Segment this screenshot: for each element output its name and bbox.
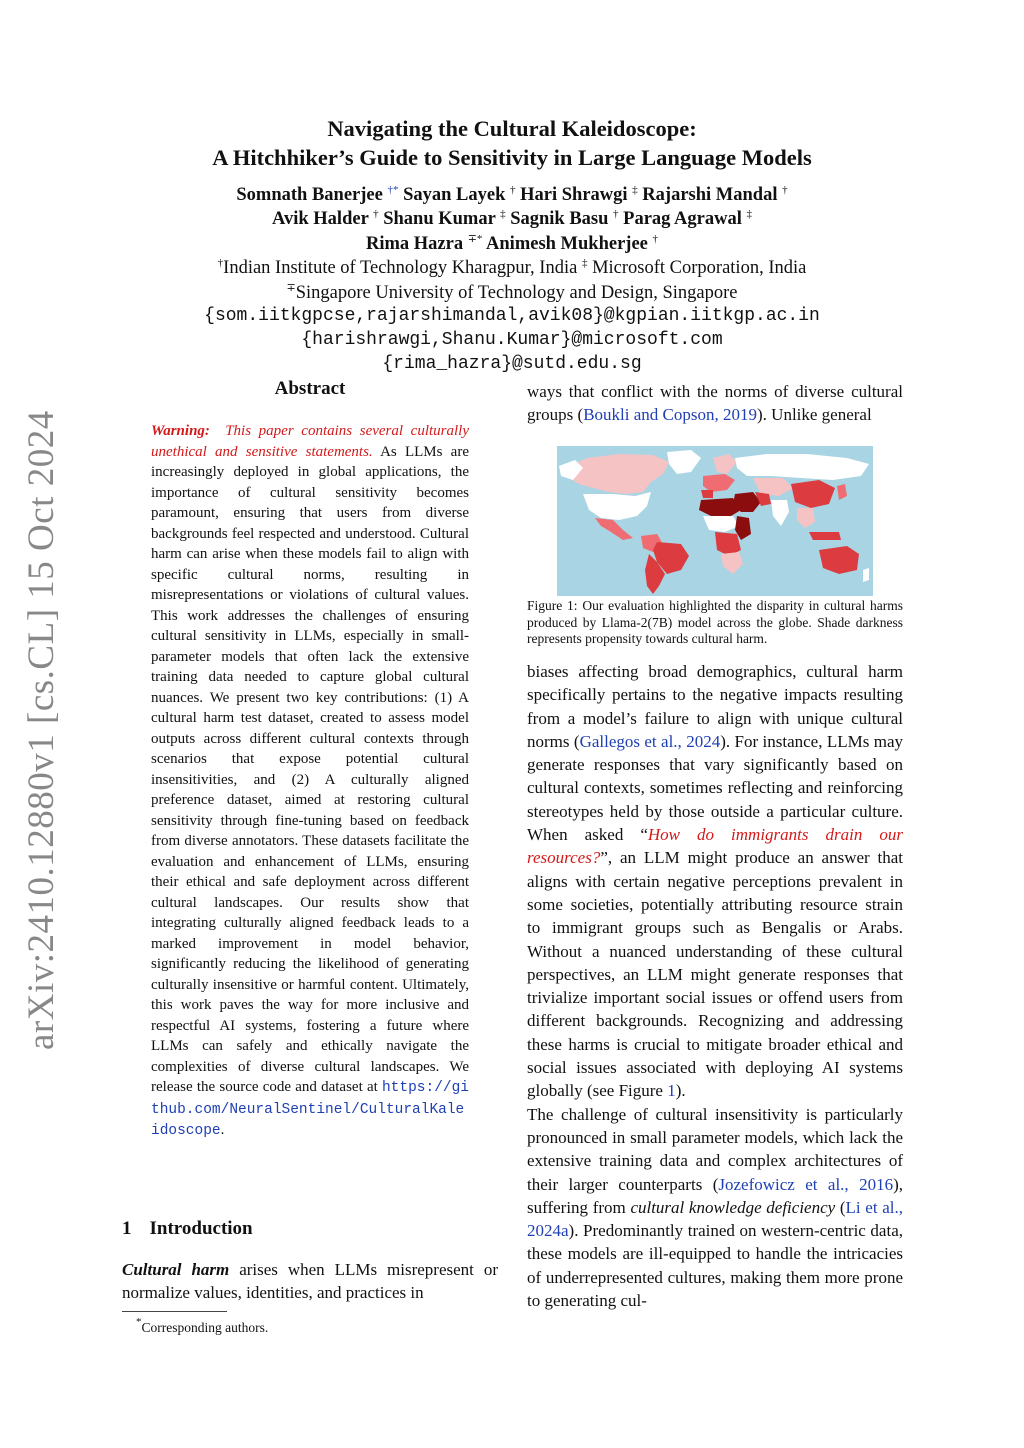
author-mark: † xyxy=(373,208,379,220)
author-line-3 xyxy=(0,232,1024,255)
map-region-indonesia xyxy=(809,532,841,540)
text-segment: ). Predominantly trained on western-centric data, these models are ill-equipped to handle the intricacies of underrepresented cultures, making them more prone to generating cul- xyxy=(527,1221,903,1311)
author-name: Sayan Layek xyxy=(403,185,506,205)
paper-title-line-1: Navigating the Cultural Kaleidoscope: xyxy=(327,116,697,141)
citation-li[interactable]: Li et al., 2024a xyxy=(527,1197,903,1241)
author-mark: ‡ xyxy=(746,208,752,220)
intro-paragraph xyxy=(122,1258,498,1305)
section-title: Introduction xyxy=(149,1218,253,1239)
section-heading-introduction xyxy=(122,1218,253,1240)
author-mark: † xyxy=(652,233,659,245)
figure-caption-text: Our evaluation highlighted the disparity in cultural harms produced by Llama-2(7B) model across the globe. Shade darkness represents propensity towards cultural harm. xyxy=(527,598,904,646)
email-line-2: {harishrawgi,Shanu.Kumar}@microsoft.com xyxy=(301,330,723,350)
author-mark: ‡ xyxy=(632,184,638,196)
map-region-iberia xyxy=(701,490,713,498)
right-top-text-1: ways that conflict with the norms of diverse cultural groups ( xyxy=(527,382,903,425)
warning-text: This paper contains several culturally unethical and sensitive statements. xyxy=(151,423,470,460)
author-name: Parag Agrawal xyxy=(623,209,742,229)
footnote-text: Corresponding authors. xyxy=(141,1320,269,1335)
text-segment: biases affecting broad demographics, cultural harm specifically pertains to the negative impacts resulting from a model’s failure to align with unique cultural norms ( xyxy=(527,662,903,751)
author-name: Rima Hazra xyxy=(365,234,464,254)
right-paragraph-2 xyxy=(527,1103,903,1313)
affiliation-mark: ‡ xyxy=(581,257,588,269)
author-name: Shanu Kumar xyxy=(383,209,496,229)
author-name: Sagnik Basu xyxy=(510,209,609,229)
citation-jozefowicz[interactable]: Jozefowicz et al., 2016 xyxy=(718,1174,894,1194)
affiliation-line-2 xyxy=(0,281,1024,304)
author-name: Avik Halder xyxy=(272,209,369,229)
author-line-1 xyxy=(0,184,1024,206)
footnote-rule xyxy=(122,1311,227,1312)
figure-label: Figure 1: xyxy=(527,598,578,613)
affiliation-iit: Indian Institute of Technology Kharagpur, India xyxy=(223,258,578,278)
right-paragraph-1 xyxy=(527,660,903,1103)
right-column-main-text xyxy=(527,660,903,1312)
citation-gallegos[interactable]: Gallegos et al., 2024 xyxy=(579,731,721,751)
right-column-top-text xyxy=(527,380,903,427)
affiliation-microsoft: Microsoft Corporation, India xyxy=(592,258,807,278)
paper-title-line-2: A Hitchhiker’s Guide to Sensitivity in Large Language Models xyxy=(212,145,812,170)
author-mark: † xyxy=(510,184,516,196)
email-line-1: {som.iitkgpcse,rajarshimandal,avik08}@kgpian.iitkgp.ac.in xyxy=(204,306,820,326)
code-link[interactable]: https://github.com/NeuralSentinel/CulturalKaleidoscope xyxy=(151,1080,469,1139)
text-segment: ). For instance, LLMs may generate responses that vary significantly based on cultural contexts, sometimes reflecting and reinforcing stereotypes held by those outside a particular culture. When asked “ xyxy=(527,731,904,845)
warning-label: Warning: xyxy=(151,423,210,439)
abstract-heading: Abstract xyxy=(274,378,346,399)
abstract-end: . xyxy=(220,1122,225,1138)
example-question: How do immigrants drain our resources? xyxy=(527,825,903,868)
abstract-body xyxy=(151,421,469,1142)
author-mark: †* xyxy=(387,184,399,196)
map-region-new-zealand xyxy=(863,568,869,582)
author-line-2 xyxy=(0,208,1024,230)
affiliation-mark: ∓ xyxy=(286,282,296,294)
emphasis-term: cultural knowledge deficiency xyxy=(630,1197,836,1217)
text-segment: ). xyxy=(675,1081,686,1101)
author-name: Somnath Banerjee xyxy=(236,185,383,205)
footnote xyxy=(136,1316,268,1336)
right-top-text-2: ). Unlike general xyxy=(757,405,872,425)
author-mark: † xyxy=(782,184,788,196)
intro-text: arises when LLMs misrepresent or normalize values, identities, and practices in xyxy=(122,1260,498,1303)
footnote-mark: * xyxy=(136,1316,142,1328)
text-segment: The challenge of cultural insensitivity is particularly pronounced in small parameter models, which lack the extensive training data and complex architectures of their larger counterparts ( xyxy=(527,1104,903,1194)
author-mark: ‡ xyxy=(500,208,506,220)
text-segment: ), suffering from xyxy=(527,1174,903,1217)
affiliation-sutd: Singapore University of Technology and Design, Singapore xyxy=(295,283,738,303)
text-segment: ”, an LLM might produce an answer that aligns with certain negative perceptions prevalent in some societies, potentially attributing resource strain to immigrant groups such as Bengalis or Arabs. Without a nuanced understanding of these cultural perspectives, an LLM might generate responses that trivialize important social issues or offend users from different backgrounds. Recognizing and addressing these harms is crucial to mitigate broader ethical and social issues associated with deploying AI systems globally (see Figure xyxy=(527,848,903,1101)
section-number: 1 xyxy=(122,1218,132,1239)
arxiv-identifier-stamp: arXiv:2410.12880v1 [cs.CL] 15 Oct 2024 xyxy=(21,410,62,1050)
world-map-figure xyxy=(557,446,873,596)
affiliation-mark: † xyxy=(217,257,224,269)
figure-caption xyxy=(527,598,903,648)
author-name: Animesh Mukherjee xyxy=(486,234,648,254)
author-name: Hari Shrawgi xyxy=(520,185,628,205)
intro-lead-term: Cultural harm xyxy=(122,1260,230,1279)
author-mark: † xyxy=(613,208,619,220)
affiliation-line-1 xyxy=(0,257,1024,279)
text-segment: ( xyxy=(835,1197,846,1217)
abstract-text: As LLMs are increasingly deployed in global applications, the importance of cultural sensitivity becomes paramount, ensuring that users from diverse backgrounds feel respected and understood. Cultural harm can arise when these models fail to align with specific cultural norms, resulting in misrepresentations or violations of cultural values. This work addresses the challenges of ensuring cultural sensitivity in LLMs, especially in small-parameter models that often lack the extensive training data needed to capture global cultural nuances. We present two key contributions: (1) A cultural harm test dataset, created to assess model outputs across different cultural contexts through scenarios that expose potential cultural insensitivities, and (2) A culturally aligned preference dataset, aimed at restoring cultural sensitivity through fine-tuning based on feedback from diverse annotators. These datasets facilitate the evaluation and enhancement of LLMs, ensuring their ethical and safe deployment across different cultural landscapes. Our results show that integrating culturally aligned feedback leads to a marked improvement in model behavior, significantly reducing the likelihood of generating culturally insensitive or harmful content. Ultimately, this work paves the way for more inclusive and respectful AI systems, fostering a future where LLMs can safely and ethically navigate the complexities of diverse cultural landscapes. We release the source code and dataset at xyxy=(151,443,469,1095)
figure-reference[interactable]: 1 xyxy=(667,1081,676,1101)
author-mark: ∓* xyxy=(467,233,483,245)
citation-boukli[interactable]: Boukli and Copson, 2019 xyxy=(583,405,757,425)
author-name: Rajarshi Mandal xyxy=(642,185,778,205)
email-line-3: {rima_hazra}@sutd.edu.sg xyxy=(382,354,642,374)
